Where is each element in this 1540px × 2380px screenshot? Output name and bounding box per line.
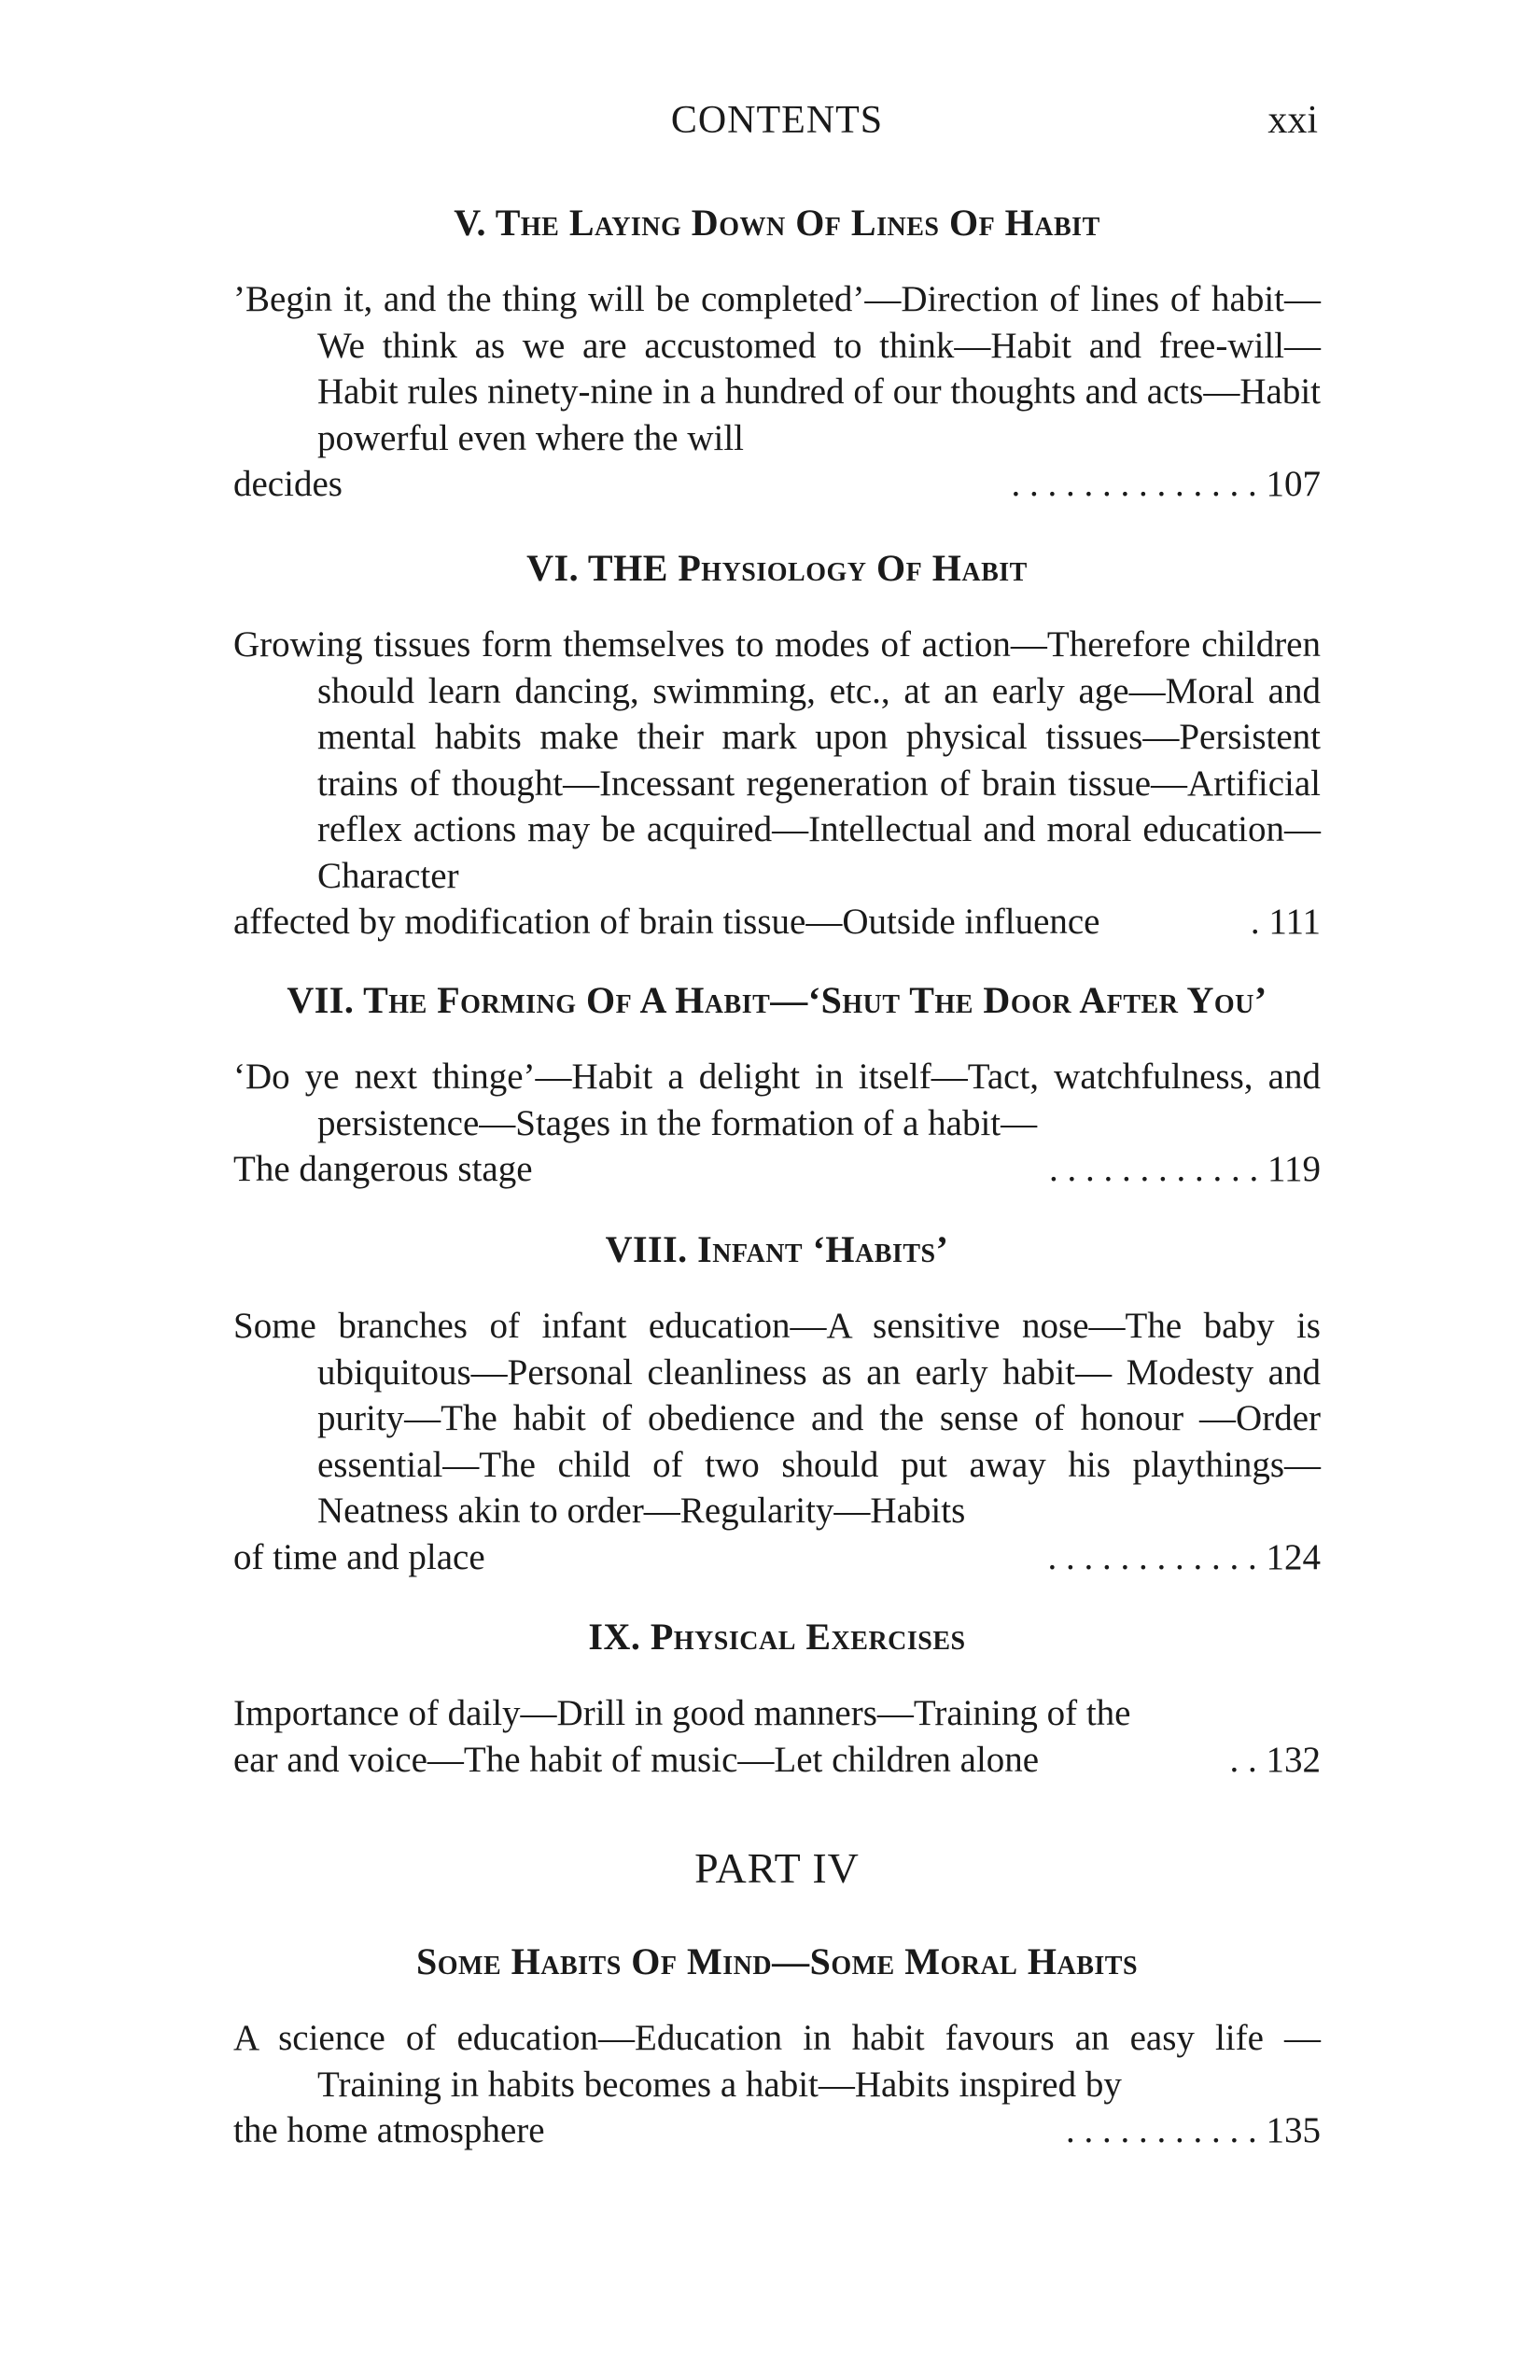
entry-page-number: 119 xyxy=(1267,1149,1321,1189)
chapter-heading: IX. Physical Exercises xyxy=(588,1616,966,1658)
section-heading: Some Habits Of Mind—Some Moral Habits xyxy=(415,1940,1139,1982)
leader-dots: . . . . . . . . . . . . . . xyxy=(1011,464,1257,504)
entry-page-number: 111 xyxy=(1268,902,1321,942)
entry-page-number: 124 xyxy=(1266,1536,1321,1577)
chapter-vii xyxy=(233,978,1321,1193)
dot-leader xyxy=(1012,461,1322,508)
chapter-heading: VI. THE Physiology Of Habit xyxy=(526,547,1028,589)
entry-last-line: of time and place xyxy=(233,1536,485,1577)
dot-leader xyxy=(1049,1146,1321,1193)
entry-last-line: affected by modification of brain tissue—Outside influence xyxy=(233,902,1100,942)
chapter-heading: VII. The Forming Of A Habit—‘Shut The Door After You’ xyxy=(287,979,1267,1021)
page-title: CONTENTS xyxy=(670,99,884,142)
running-head xyxy=(0,98,1540,154)
part-heading: PART IV xyxy=(694,1844,860,1892)
entry-page-number: 132 xyxy=(1266,1739,1321,1780)
leader-dots: . . xyxy=(1229,1739,1257,1780)
dot-leader xyxy=(1048,1534,1322,1581)
dot-leader xyxy=(1066,2107,1321,2154)
leader-dots: . . . . . . . . . . . . xyxy=(1047,1536,1257,1577)
toc-entry[interactable] xyxy=(233,1054,1321,1193)
entry-text xyxy=(233,1690,1321,1783)
chapter-viii xyxy=(233,1227,1321,1580)
page-number: xxi xyxy=(1267,99,1318,142)
entry-last-line: The dangerous stage xyxy=(233,1149,533,1189)
entry-body: ’Begin it, and the thing will be completed’—Direction of lines of habit—We think as we are accustomed to think—Habit and free-will—Habit rules ninety-nine in a hundred of our thoughts and acts—Habit powerful even where the will xyxy=(233,279,1321,458)
dot-leader xyxy=(1230,1737,1322,1784)
leader-dots: . xyxy=(1250,902,1260,942)
toc-entry[interactable] xyxy=(233,622,1321,945)
toc-entry[interactable] xyxy=(233,276,1321,508)
chapter-ix xyxy=(233,1615,1321,1783)
entry-last-line: decides xyxy=(233,464,343,504)
entry-page-number: 135 xyxy=(1266,2110,1321,2150)
chapter-v xyxy=(233,201,1321,508)
toc-entry[interactable] xyxy=(233,1303,1321,1580)
entry-page-number: 107 xyxy=(1266,464,1321,504)
part-iv-section xyxy=(233,1939,1321,2154)
entry-body: Some branches of infant education—A sensitive nose—The baby is ubiquitous—Personal cleanliness as an early habit— Modesty and purity—The habit of obedience and the sense of honour —Order essential—The child of two should put away his playthings—Neatness akin to order—Regularity—Habits xyxy=(233,1306,1321,1531)
entry-body: ‘Do ye next thinge’—Habit a delight in itself—Tact, watchfulness, and persistence—Stages in the formation of a habit— xyxy=(233,1057,1321,1143)
entry-last-line: ear and voice—The habit of music—Let children alone xyxy=(233,1739,1040,1780)
leader-dots: . . . . . . . . . . . xyxy=(1066,2110,1257,2150)
entry-body: Importance of daily—Drill in good manners—Training of the xyxy=(233,1693,1131,1733)
chapter-vi xyxy=(233,546,1321,945)
toc-entry[interactable] xyxy=(233,2015,1321,2154)
entry-body: Growing tissues form themselves to modes of action—Therefore children should learn dancing, swimming, etc., at an early age—Moral and mental habits make their mark upon physical tissues—Persistent trains of thought—Incessant regeneration of brain tissue—Artificial reflex actions may be acquired—Intellectual and moral education—Character xyxy=(233,624,1321,896)
entry-body: A science of education—Education in habit favours an easy life —Training in habits becomes a habit—Habits inspired by xyxy=(233,2018,1321,2105)
entry-last-line: the home atmosphere xyxy=(233,2110,545,2150)
chapter-heading: V. The Laying Down Of Lines Of Habit xyxy=(454,202,1100,244)
entry-text xyxy=(233,622,1321,945)
dot-leader xyxy=(1251,899,1321,945)
toc-entry[interactable] xyxy=(233,1690,1321,1783)
chapter-heading: VIII. Infant ‘Habits’ xyxy=(605,1228,949,1270)
leader-dots: . . . . . . . . . . . . xyxy=(1048,1149,1259,1189)
